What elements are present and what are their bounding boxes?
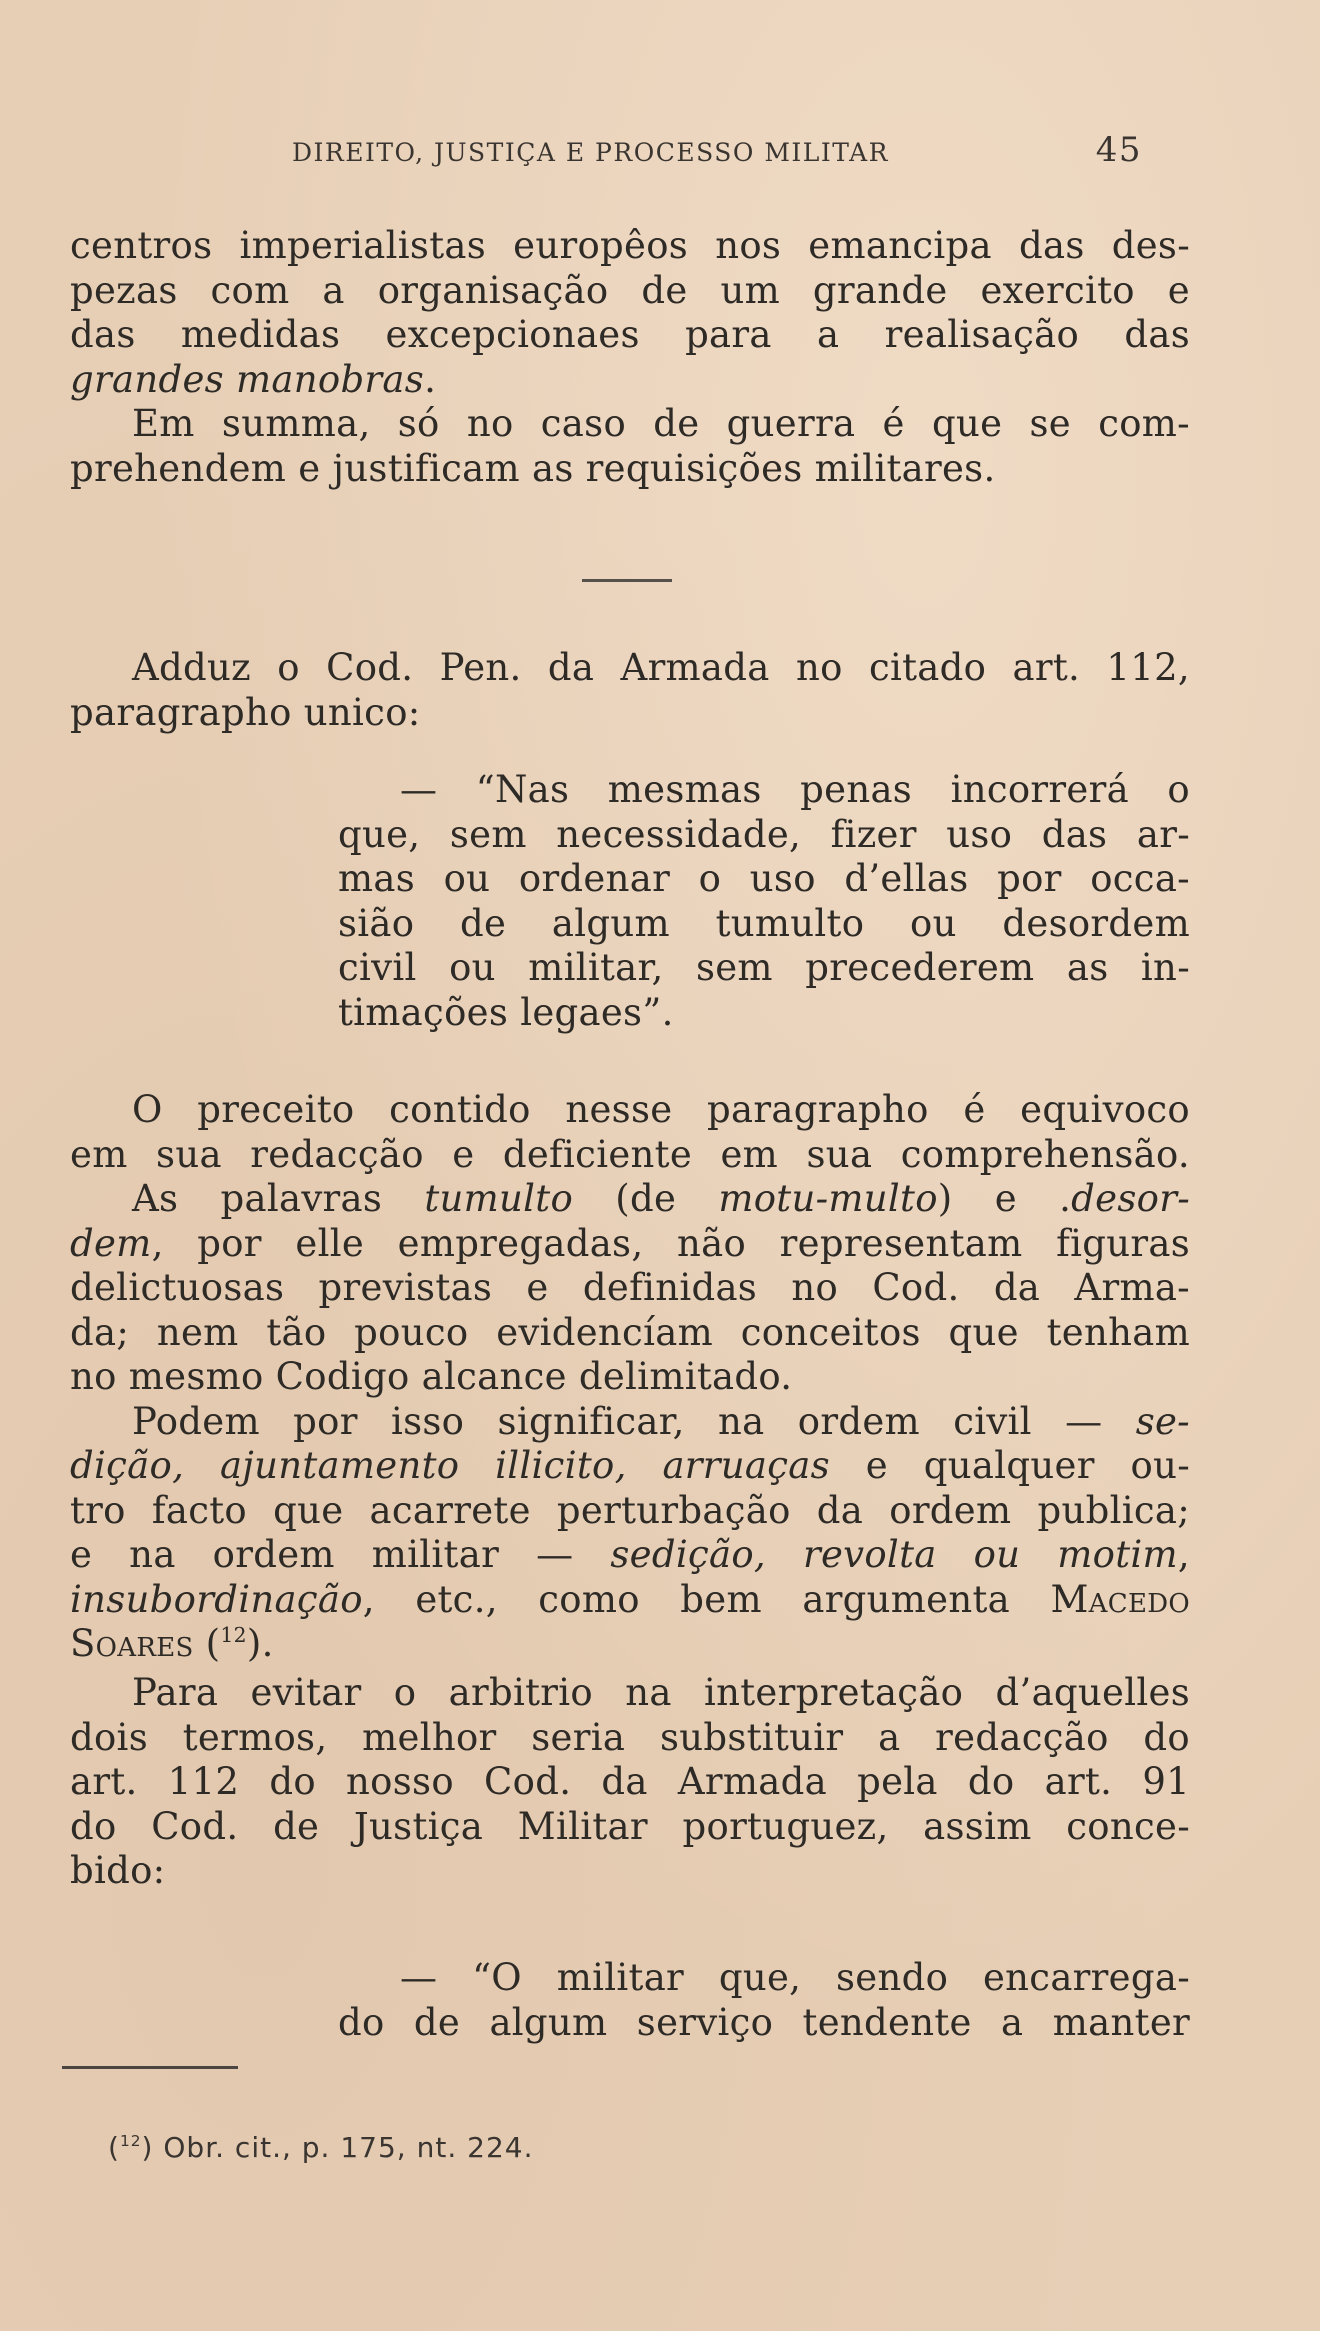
footnote	[108, 2131, 533, 2164]
italic-text: sedição, revolta ou motim	[610, 1533, 1178, 1576]
text-line: do de algum serviço tendente a manter	[338, 2000, 1190, 2044]
text-line: em sua redacção e deficiente em sua comprehensão.	[70, 1132, 1190, 1176]
text-line: civil ou militar, sem precederem as in-	[338, 946, 1190, 989]
text-line	[70, 1444, 1190, 1489]
italic-text: se-	[1135, 1399, 1190, 1443]
text-span: e qualquer ou-	[829, 1444, 1191, 1487]
text-line: pezas com a organisação de um grande exercito e	[70, 268, 1190, 312]
running-header	[292, 130, 1142, 170]
footnote-rule	[62, 2066, 238, 2069]
text-span: , por elle empregadas, não representam figuras	[151, 1221, 1190, 1265]
text-line: sião de algum tumulto ou desordem	[338, 901, 1190, 945]
text-line: timações legaes”.	[338, 990, 674, 1034]
page-number: 45	[1095, 130, 1142, 170]
author-name: Macedo	[1050, 1577, 1190, 1621]
text-line: que, sem necessidade, fizer uso das ar-	[338, 812, 1190, 856]
text-line	[70, 1400, 1190, 1445]
text-line: no mesmo Codigo alcance delimitado.	[70, 1355, 793, 1398]
text-line	[70, 358, 1190, 403]
italic-text: desor-	[1071, 1177, 1190, 1220]
footnote-number: 12	[119, 2132, 142, 2151]
italic-text: insubordinação	[70, 1577, 363, 1621]
quotation-cod-pen-armada	[338, 768, 1190, 1035]
text-line: — “Nas mesmas penas incorrerá o	[400, 768, 1190, 811]
text-line: O preceito contido nesse paragrapho é equivoco	[132, 1088, 1190, 1131]
text-line	[70, 1578, 1190, 1623]
italic-text: grandes manobras	[70, 357, 425, 401]
text-line: art. 112 do nosso Cod. da Armada pela do art. 91	[70, 1760, 1190, 1803]
text-span: .	[424, 357, 437, 401]
text-span: (	[193, 1622, 221, 1665]
text-line	[70, 1533, 1190, 1578]
italic-text: dição, ajuntamento illicito, arruaças	[70, 1444, 830, 1487]
footnote-reference[interactable]: 12	[220, 1622, 247, 1647]
text-line: das medidas excepcionaes para a realisação das	[70, 313, 1190, 356]
text-span: ) e .	[937, 1177, 1072, 1220]
paragraph-preceito	[70, 1088, 1190, 1667]
paragraph-arbitrio	[70, 1671, 1190, 1894]
text-line: dois termos, melhor seria substituir a redacção do	[70, 1715, 1190, 1759]
quotation-cod-justica-militar	[338, 1956, 1190, 2045]
paragraph-adduz	[70, 646, 1190, 735]
text-span: , etc., como bem argumenta	[362, 1577, 1051, 1621]
text-line: delictuosas previstas e definidas no Cod. da Arma-	[70, 1266, 1190, 1309]
text-span: (de	[573, 1177, 719, 1220]
italic-text: motu-multo	[718, 1177, 938, 1220]
text-line: mas ou ordenar o uso d’ellas por occa-	[338, 857, 1190, 900]
text-line: do Cod. de Justiça Militar portuguez, assim conce-	[70, 1804, 1190, 1848]
footnote-marker: ($^{12}$)	[108, 2131, 154, 2164]
text-line	[70, 1177, 1190, 1222]
text-span: Podem por isso significar, na ordem civil —	[132, 1399, 1136, 1443]
text-line: paragrapho unico:	[70, 690, 421, 734]
text-line: tro facto que acarrete perturbação da ordem publica;	[70, 1488, 1190, 1532]
text-line	[70, 1622, 1190, 1667]
text-line: da; nem tão pouco evidencíam conceitos que tenham	[70, 1310, 1190, 1354]
text-line: Em summa, só no caso de guerra é que se com-	[132, 402, 1190, 445]
italic-text: tumulto	[424, 1177, 574, 1220]
text-line	[70, 1222, 1190, 1267]
text-line: — “O militar que, sendo encarrega-	[400, 1956, 1190, 1999]
text-line: prehendem e justificam as requisições militares.	[70, 446, 996, 490]
paragraph-requisicoes	[70, 224, 1190, 491]
text-line: Para evitar o arbitrio na interpretação d’aquelles	[132, 1671, 1190, 1714]
text-line: bido:	[70, 1849, 166, 1892]
author-name: Soares	[70, 1622, 194, 1665]
text-span: e na ordem militar —	[70, 1533, 611, 1576]
footnote-text: Obr. cit., p. 175, nt. 224.	[163, 2131, 534, 2164]
text-span: ).	[246, 1622, 274, 1665]
section-separator	[582, 579, 672, 582]
text-span: As palavras	[132, 1177, 425, 1220]
text-line: centros imperialistas europêos nos emancipa das des-	[70, 224, 1190, 267]
running-title: DIREITO, JUSTIÇA E PROCESSO MILITAR	[292, 138, 889, 167]
italic-text: dem	[70, 1221, 152, 1265]
text-line: Adduz o Cod. Pen. da Armada no citado art. 112,	[132, 646, 1190, 689]
text-span: ,	[1177, 1533, 1190, 1576]
